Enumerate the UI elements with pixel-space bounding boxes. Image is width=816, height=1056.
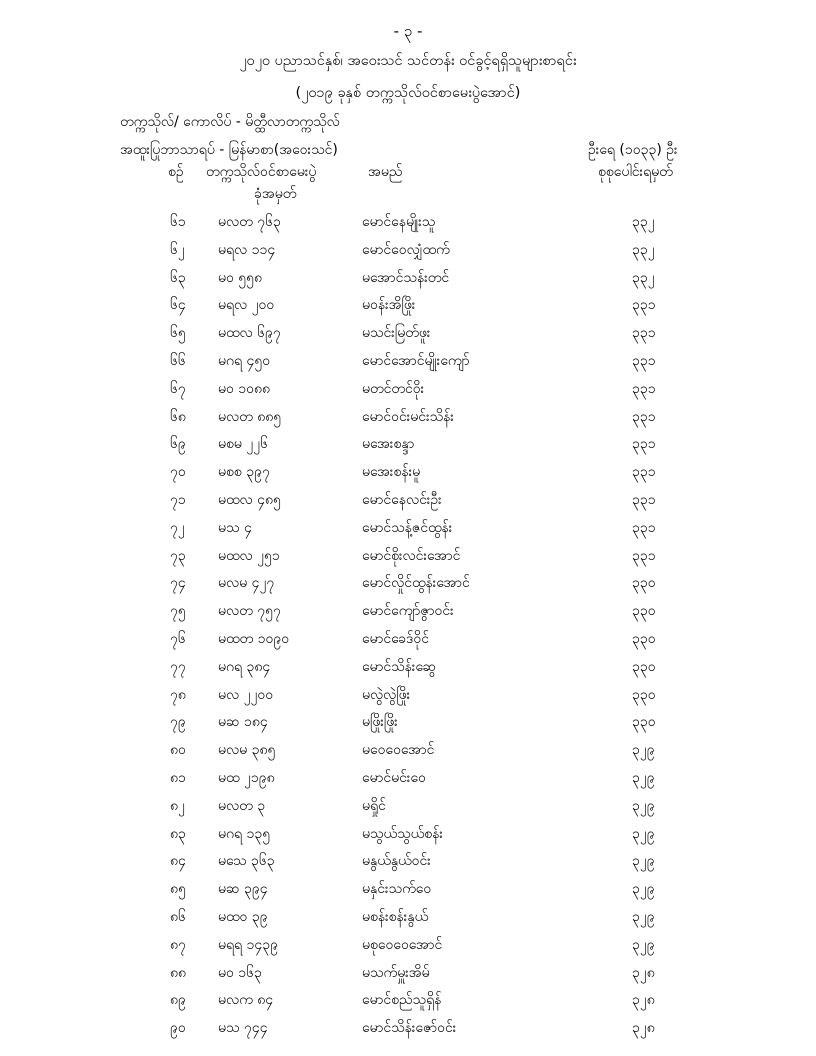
student-name: မောင်ဝင်းမင်းသိန်း — [362, 408, 454, 425]
row-number: ၆၇ — [170, 380, 186, 397]
total-score: ၃၃၀ — [632, 658, 656, 675]
roll-number: မထလ ၄၈၅ — [218, 491, 281, 508]
roll-number: မလတ ၇၅၇ — [218, 603, 281, 620]
table-row — [0, 295, 816, 323]
table-row — [0, 212, 816, 240]
major-label: အထူးပြုဘာသာရပ် - မြန်မာစာ(အဝေးသင်) — [120, 142, 338, 158]
roll-number: မထဝ ၃၉ — [218, 908, 268, 925]
total-score: ၃၃၀ — [632, 603, 656, 620]
table-row — [0, 712, 816, 740]
total-score: ၃၃၁ — [632, 408, 656, 425]
total-score: ၃၃၁ — [632, 297, 656, 314]
student-name: မောင်သိန်းဆွေ — [362, 658, 437, 675]
student-name: မဝန်းအိဖြိုး — [362, 297, 416, 314]
row-number: ၇၈ — [170, 686, 186, 703]
page-number: - ၃ - — [393, 22, 423, 40]
total-score: ၃၂၉ — [632, 769, 655, 786]
row-number: ၇၉ — [170, 714, 186, 731]
roll-number: မဂရ ၃၈၄ — [218, 658, 271, 675]
table-row — [0, 963, 816, 991]
student-name: မဝေဝေအောင် — [362, 742, 435, 759]
row-number: ၆၈ — [170, 408, 186, 425]
row-number: ၇၀ — [170, 464, 186, 481]
student-name: မောင်စည်သူရှိန် — [362, 992, 442, 1009]
roll-number: မဝ ၁၆၃ — [218, 964, 262, 981]
total-score: ၃၃၂ — [632, 214, 655, 230]
table-row — [0, 573, 816, 601]
table-row — [0, 685, 816, 713]
row-number: ၇၃ — [170, 547, 186, 564]
student-name: မအေးစန္ဒာ — [362, 436, 415, 453]
total-score: ၃၂၉ — [632, 936, 655, 953]
table-row — [0, 601, 816, 629]
roll-number: မလတ ၈၈၅ — [218, 408, 282, 425]
roll-number: မထလ ၂၅၁ — [218, 547, 280, 564]
document-title: ၂၀၂၀ ပညာသင်နှစ်၊ အဝေးသင် သင်တန်း ဝင်ခွင့်ရရှိသူများစာရင်း — [239, 53, 577, 69]
row-number: ၈၅ — [170, 881, 186, 898]
total-score: ၃၂၉ — [632, 853, 655, 870]
total-score: ၃၃၂ — [632, 241, 655, 258]
row-number: ၇၆ — [170, 630, 186, 647]
table-row — [0, 1018, 816, 1046]
total-score: ၃၂၉ — [632, 881, 655, 898]
table-row — [0, 351, 816, 379]
row-number: ၈၀ — [170, 742, 186, 759]
student-name: မအောင်သန်းတင် — [362, 269, 450, 286]
table-row — [0, 796, 816, 824]
table-row — [0, 546, 816, 574]
roll-number: မလ ၂၂၀၀ — [218, 686, 274, 703]
total-score: ၃၃၁ — [632, 464, 656, 481]
total-score: ၃၂၈ — [632, 992, 655, 1009]
table-row — [0, 518, 816, 546]
table-row — [0, 629, 816, 657]
student-name: မောင်အောင်မျိုးကျော် — [362, 352, 470, 369]
table-row — [0, 323, 816, 351]
table-row — [0, 268, 816, 296]
roll-number: မလတ ၇၆၃ — [218, 214, 281, 230]
table-row — [0, 240, 816, 268]
total-score: ၃၃၀ — [632, 630, 656, 647]
roll-number: မဆ ၃၉၄ — [218, 881, 268, 898]
student-name: မသင်းမြတ်ဖူး — [362, 325, 431, 342]
row-number: ၇၇ — [170, 658, 186, 675]
row-number: ၈၉ — [170, 992, 186, 1009]
row-number: ၈၂ — [170, 797, 185, 814]
student-name: မဖြိုးဖြိုး — [362, 714, 398, 731]
roll-number: မထလ ၆၉၇ — [218, 325, 281, 342]
table-row — [0, 768, 816, 796]
row-number: ၈၈ — [170, 964, 186, 981]
roll-number: မသေ ၃၆၃ — [218, 853, 275, 870]
row-number: ၆၁ — [170, 214, 186, 230]
row-number: ၉၀ — [170, 1020, 186, 1037]
student-name: မရှိုင် — [362, 797, 386, 814]
student-name: မနှင်းသက်ဝေ — [362, 881, 432, 898]
roll-number: မထ ၂၁၉၈ — [218, 769, 275, 786]
header-roll: တက္ကသိုလ်ဝင်စာမေးပွဲ — [206, 164, 317, 180]
student-name: မောင်ဝေလျှံထက် — [362, 241, 450, 258]
roll-number: မစမ ၂၂၆ — [218, 436, 268, 453]
total-score: ၃၃၁ — [632, 547, 656, 564]
table-row — [0, 935, 816, 963]
student-name: မောင်ကျော်ဇွာဝင်း — [362, 603, 454, 620]
total-score: ၃၃၁ — [632, 380, 656, 397]
table-row — [0, 907, 816, 935]
row-number: ၇၁ — [170, 491, 186, 508]
student-name: မစန်းစန်းနွယ် — [362, 908, 429, 925]
header-score: စုစုပေါင်းရမှတ် — [598, 164, 673, 180]
student-name: မောင်မင်းဝေ — [362, 769, 426, 786]
row-number: ၆၆ — [170, 352, 186, 369]
student-name: မောင်လှိုင်ထွန်းအောင် — [362, 575, 470, 592]
student-name: မစုဝေဝေအောင် — [362, 936, 443, 953]
total-score: ၃၂၉ — [632, 908, 655, 925]
roll-number: မဂရ ၁၃၅ — [218, 825, 271, 842]
student-name: မောင်နေလင်းဦး — [362, 491, 442, 508]
roll-number: မလမ ၃၈၅ — [218, 742, 276, 759]
roll-number: မရလ ၁၁၄ — [218, 241, 276, 258]
roll-number: မလမ ၄၂၇ — [218, 575, 275, 592]
student-name: မလွဲလွဲဖြိုး — [362, 686, 411, 703]
header-no: စဉ် — [168, 164, 184, 180]
total-score: ၃၂၉ — [632, 797, 655, 814]
table-row — [0, 990, 816, 1018]
total-score: ၃၃၀ — [632, 714, 656, 731]
table-row — [0, 740, 816, 768]
student-name: မသက်မှူးအိမ် — [362, 964, 430, 981]
roll-number: မဂရ ၄၅၀ — [218, 352, 271, 369]
total-score: ၃၃၁ — [632, 436, 656, 453]
table-row — [0, 824, 816, 852]
row-number: ၆၉ — [170, 436, 186, 453]
table-row — [0, 462, 816, 490]
total-count-label: ဦးရေ (၁၀၃၃) ဦး — [588, 142, 678, 158]
total-score: ၃၃၁ — [632, 352, 656, 369]
total-score: ၃၂၈ — [632, 1020, 655, 1037]
roll-number: မထတ ၁၀၉၀ — [218, 630, 290, 647]
table-row — [0, 657, 816, 685]
total-score: ၃၃၁ — [632, 325, 656, 342]
row-number: ၈၇ — [170, 936, 186, 953]
student-name: မအေးစန်းမူ — [362, 464, 421, 481]
header-roll-line2: ခုံအမှတ် — [254, 186, 297, 202]
total-score: ၃၂၉ — [632, 825, 655, 842]
header-name: အမည် — [368, 164, 403, 180]
row-number: ၇၅ — [170, 603, 186, 620]
table-row — [0, 434, 816, 462]
roll-number: မလတ ၃ — [218, 797, 266, 814]
student-name: မတင်တင်ဝိုး — [362, 380, 425, 397]
row-number: ၇၂ — [170, 519, 185, 536]
student-name: မောင်သိန်းဇော်ဝင်း — [362, 1020, 457, 1037]
roll-number: မဆ ၁၈၄ — [218, 714, 268, 731]
row-number: ၈၁ — [170, 769, 186, 786]
row-number: ၆၄ — [170, 297, 186, 314]
university-label: တက္ကသိုလ်/ ကောလိပ် - မိတ္ထီလာတက္ကသိုလ် — [120, 114, 340, 130]
roll-number: မရရ ၁၄၃၉ — [218, 936, 279, 953]
total-score: ၃၃၁ — [632, 519, 656, 536]
student-name: မနွယ်နွယ်ဝင်း — [362, 853, 431, 870]
roll-number: မရလ ၂၀၀ — [218, 297, 275, 314]
student-name: မသွယ်သွယ်စန်း — [362, 825, 443, 842]
roll-number: မဝ ၅၅၈ — [218, 269, 263, 286]
table-row — [0, 879, 816, 907]
roll-number: မလက ၈၄ — [218, 992, 274, 1009]
table-row — [0, 490, 816, 518]
table-row — [0, 851, 816, 879]
roll-number: မသ ၄ — [218, 519, 252, 536]
total-score: ၃၃၂ — [632, 269, 655, 286]
student-name: မောင်စိုးလင်းအောင် — [362, 547, 461, 564]
row-number: ၈၃ — [170, 825, 186, 842]
document-subtitle: (၂၀၁၉ ခုနှစ် တက္ကသိုလ်ဝင်စာမေးပွဲအောင်) — [295, 85, 521, 101]
total-score: ၃၂၉ — [632, 742, 655, 759]
row-number: ၆၂ — [170, 241, 185, 258]
row-number: ၆၃ — [170, 269, 186, 286]
student-name: မောင်သန့်ဇင်ထွန်း — [362, 519, 453, 536]
roll-number: မဝ ၁၀၈၈ — [218, 380, 271, 397]
student-name: မောင်ခေဒ်ဝိုင် — [362, 630, 429, 647]
row-number: ၇၄ — [170, 575, 186, 592]
table-row — [0, 407, 816, 435]
row-number: ၆၅ — [170, 325, 186, 342]
roll-number: မစစ ၃၉၇ — [218, 464, 270, 481]
total-score: ၃၃၀ — [632, 575, 656, 592]
student-name: မောင်နေမျိုးသူ — [362, 214, 436, 230]
total-score: ၃၂၈ — [632, 964, 655, 981]
table-row — [0, 379, 816, 407]
row-number: ၈၄ — [170, 853, 186, 870]
roll-number: မသ ၇၄၄ — [218, 1020, 268, 1037]
table-body — [0, 212, 816, 1046]
total-score: ၃၃၀ — [632, 686, 656, 703]
total-score: ၃၃၁ — [632, 491, 656, 508]
row-number: ၈၆ — [170, 908, 186, 925]
